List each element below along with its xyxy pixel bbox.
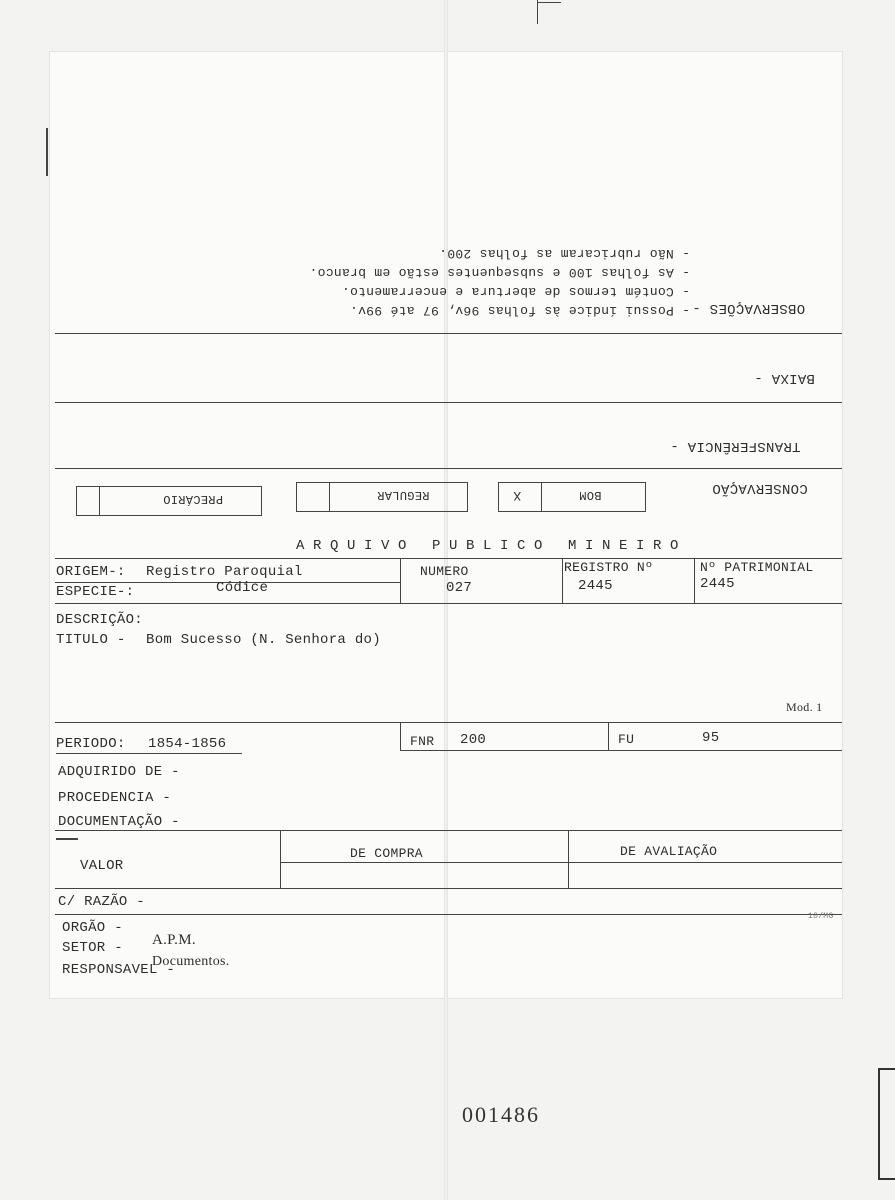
top-mark-line [537, 2, 561, 3]
rule-razao [55, 914, 842, 915]
observacoes-label: OBSERVAÇÕES - [692, 300, 806, 316]
periodo-label: PERIODO: [56, 736, 126, 752]
avaliacao-label: DE AVALIAÇÃO [620, 844, 718, 859]
bom-mark: X [513, 488, 522, 503]
obs-line-2: - Contém termos de abertura e encerramento. [341, 284, 690, 299]
paper-fold [444, 0, 448, 1200]
rule-valor-mid [280, 862, 842, 863]
numero-label: NUMERO [420, 564, 469, 579]
especie-label: ESPECIE-: [56, 584, 135, 600]
documentacao-label: DOCUMENTAÇÃO - [58, 814, 180, 830]
conservacao-label: CONSERVAÇÃO [712, 480, 808, 496]
precario-box [76, 486, 262, 516]
top-mark [537, 0, 538, 24]
procedencia-label: PROCEDENCIA - [58, 790, 172, 806]
compra-label: DE COMPRA [350, 846, 423, 861]
fnr-value: 200 [460, 732, 487, 748]
precario-label: PRECÁRIO [163, 492, 224, 506]
col-avaliacao [568, 830, 569, 888]
rule-transferencia [55, 468, 842, 469]
rule-descricao [55, 722, 842, 723]
observacoes-lines [270, 244, 690, 318]
rule-baixa [55, 402, 842, 403]
origem-label: ORIGEM-: [56, 564, 126, 580]
transferencia-label: TRANSFERÊNCIA - [670, 438, 801, 454]
stamp-number: 001486 [462, 1102, 540, 1127]
regular-divider [329, 483, 330, 511]
responsavel-value: Documentos. [152, 954, 230, 969]
fnr-label: FNR [410, 734, 435, 749]
col-numero [400, 558, 401, 603]
titulo-value: Bom Sucesso (N. Senhora do) [146, 632, 381, 648]
rule-valor [55, 888, 842, 889]
valor-label: VALOR [80, 858, 124, 874]
origem-value: Registro Paroquial [146, 564, 303, 580]
col-compra [280, 830, 281, 888]
regular-label: REGULAR [377, 488, 430, 502]
orgao-label: ORGÃO - [62, 920, 123, 936]
patrimonial-label: Nº PATRIMONIAL [700, 560, 814, 575]
obs-line-4: - Não rubricaram as folhas 200. [438, 246, 690, 261]
institution-header: ARQUIVO PUBLICO MINEIRO [296, 538, 688, 554]
registro-label: REGISTRO Nº [564, 560, 654, 575]
rule-observacoes [55, 333, 842, 334]
setor-value: A.P.M. [152, 932, 196, 948]
numero-value: 027 [446, 580, 473, 596]
setor-label: SETOR - [62, 940, 123, 956]
bom-label: BOM [579, 488, 602, 502]
registro-value: 2445 [578, 578, 613, 594]
col-registro [562, 558, 563, 603]
precario-divider [99, 487, 100, 515]
titulo-label: TITULO - [56, 632, 126, 648]
left-edge-mark [46, 128, 48, 176]
edge-bracket [878, 1068, 895, 1180]
bom-divider [541, 483, 542, 511]
fu-label: FU [618, 732, 635, 747]
model-label: Mod. 1 [786, 700, 823, 714]
col-fnr [400, 722, 401, 750]
periodo-underline [56, 753, 242, 754]
col-fu [608, 722, 609, 750]
obs-line-1: - Possui índice às folhas 96v, 97 até 99v. [349, 303, 690, 318]
regular-box [296, 482, 468, 512]
baixa-label: BAIXA - [754, 370, 815, 386]
fu-value: 95 [702, 730, 720, 746]
razao-label: C/ RAZÃO - [58, 894, 146, 910]
periodo-value: 1854-1856 [148, 736, 227, 752]
rule-especie [55, 603, 842, 604]
especie-value: Códice [216, 580, 269, 596]
rule-header [55, 558, 842, 559]
doc-dash [56, 838, 78, 840]
rule-documentacao [55, 830, 842, 831]
col-patrimonial [694, 558, 695, 603]
corner-code: 10/MG [808, 912, 834, 921]
rule-fnr [400, 750, 842, 751]
patrimonial-value: 2445 [700, 576, 735, 592]
obs-line-3: - As folhas 100 e subsequentes estão em branco. [309, 265, 690, 280]
descricao-label: DESCRIÇÃO: [56, 612, 144, 628]
responsavel-label: RESPONSAVEL - [62, 962, 176, 978]
adquirido-label: ADQUIRIDO DE - [58, 764, 180, 780]
bom-box [498, 482, 646, 512]
